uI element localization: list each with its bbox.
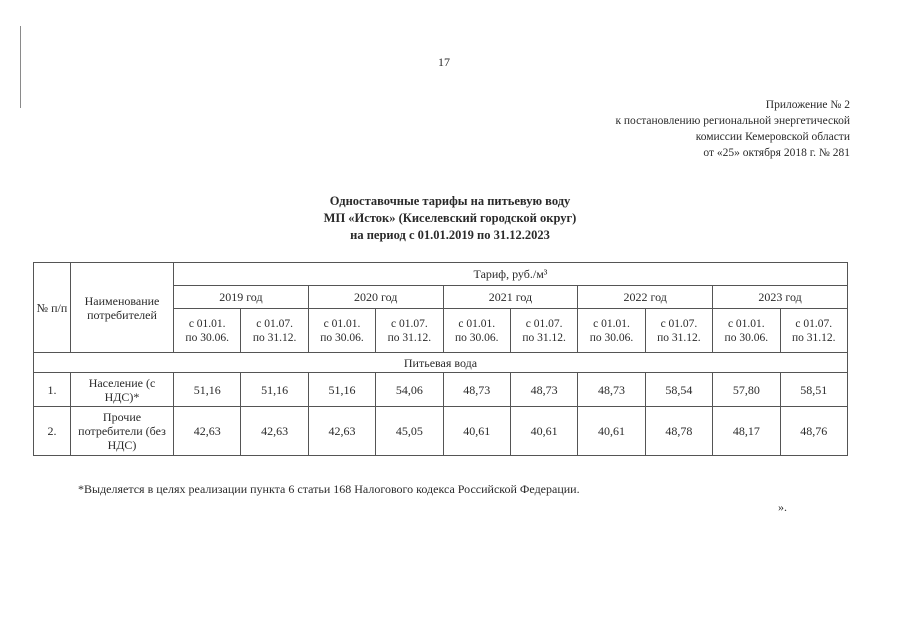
tariff-cell: 48,73	[578, 373, 645, 407]
period-header: с 01.01. по 30.06.	[308, 309, 375, 353]
margin-mark	[20, 26, 21, 108]
tariff-cell: 40,61	[578, 407, 645, 456]
tariff-cell: 48,76	[780, 407, 847, 456]
period-header: с 01.07. по 31.12.	[510, 309, 577, 353]
period-header: с 01.07. по 31.12.	[241, 309, 308, 353]
tariff-cell: 54,06	[376, 373, 443, 407]
tariff-cell: 58,54	[645, 373, 712, 407]
table-header-row	[34, 263, 848, 286]
year-header: 2022 год	[578, 286, 713, 309]
tariff-cell: 42,63	[241, 407, 308, 456]
period-header: с 01.07. по 31.12.	[376, 309, 443, 353]
period-header: с 01.01. по 30.06.	[174, 309, 241, 353]
row-name: Прочие потребители (без НДС)	[71, 407, 174, 456]
tariff-cell: 45,05	[376, 407, 443, 456]
appendix-line: Приложение № 2	[765, 99, 850, 111]
tariff-cell: 48,78	[645, 407, 712, 456]
page-number: 17	[438, 55, 450, 69]
document-title	[230, 193, 670, 244]
year-header: 2023 год	[713, 286, 848, 309]
appendix-line: от «25» октября 2018 г. № 281	[703, 147, 850, 159]
title-line: МП «Исток» (Киселевский городской округ)	[323, 211, 577, 225]
tariff-cell: 57,80	[713, 373, 780, 407]
year-header: 2021 год	[443, 286, 578, 309]
header-name: Наименование потребителей	[71, 263, 174, 353]
year-header: 2020 год	[308, 286, 443, 309]
header-num: № п/п	[34, 263, 71, 353]
section-label: Питьевая вода	[34, 353, 848, 373]
tariff-cell: 48,17	[713, 407, 780, 456]
year-header: 2019 год	[174, 286, 309, 309]
period-header: с 01.07. по 31.12.	[645, 309, 712, 353]
closing-quote: ».	[778, 500, 787, 514]
tariff-cell: 42,63	[174, 407, 241, 456]
period-header: с 01.01. по 30.06.	[578, 309, 645, 353]
footnote: *Выделяется в целях реализации пункта 6 статьи 168 Налогового кодекса Российской Федерации.	[78, 482, 580, 496]
row-num: 2.	[34, 407, 71, 456]
tariff-cell: 48,73	[510, 373, 577, 407]
table-row	[34, 373, 848, 407]
period-header: с 01.01. по 30.06.	[713, 309, 780, 353]
title-line: Одноставочные тарифы на питьевую воду	[329, 194, 571, 208]
appendix-block	[520, 97, 850, 161]
title-line: на период с 01.01.2019 по 31.12.2023	[350, 228, 550, 242]
tariff-cell: 42,63	[308, 407, 375, 456]
section-row	[34, 353, 848, 373]
row-num: 1.	[34, 373, 71, 407]
tariff-cell: 51,16	[241, 373, 308, 407]
row-name: Население (с НДС)*	[71, 373, 174, 407]
tariff-table	[33, 262, 848, 456]
tariff-cell: 48,73	[443, 373, 510, 407]
tariff-cell: 58,51	[780, 373, 847, 407]
tariff-cell: 51,16	[308, 373, 375, 407]
header-tariff: Тариф, руб./м³	[174, 263, 848, 286]
period-header: с 01.01. по 30.06.	[443, 309, 510, 353]
appendix-line: комиссии Кемеровской области	[695, 131, 850, 143]
table-row	[34, 407, 848, 456]
appendix-line: к постановлению региональной энергетической	[615, 115, 850, 127]
period-header: с 01.07. по 31.12.	[780, 309, 847, 353]
tariff-cell: 51,16	[174, 373, 241, 407]
tariff-cell: 40,61	[443, 407, 510, 456]
tariff-cell: 40,61	[510, 407, 577, 456]
